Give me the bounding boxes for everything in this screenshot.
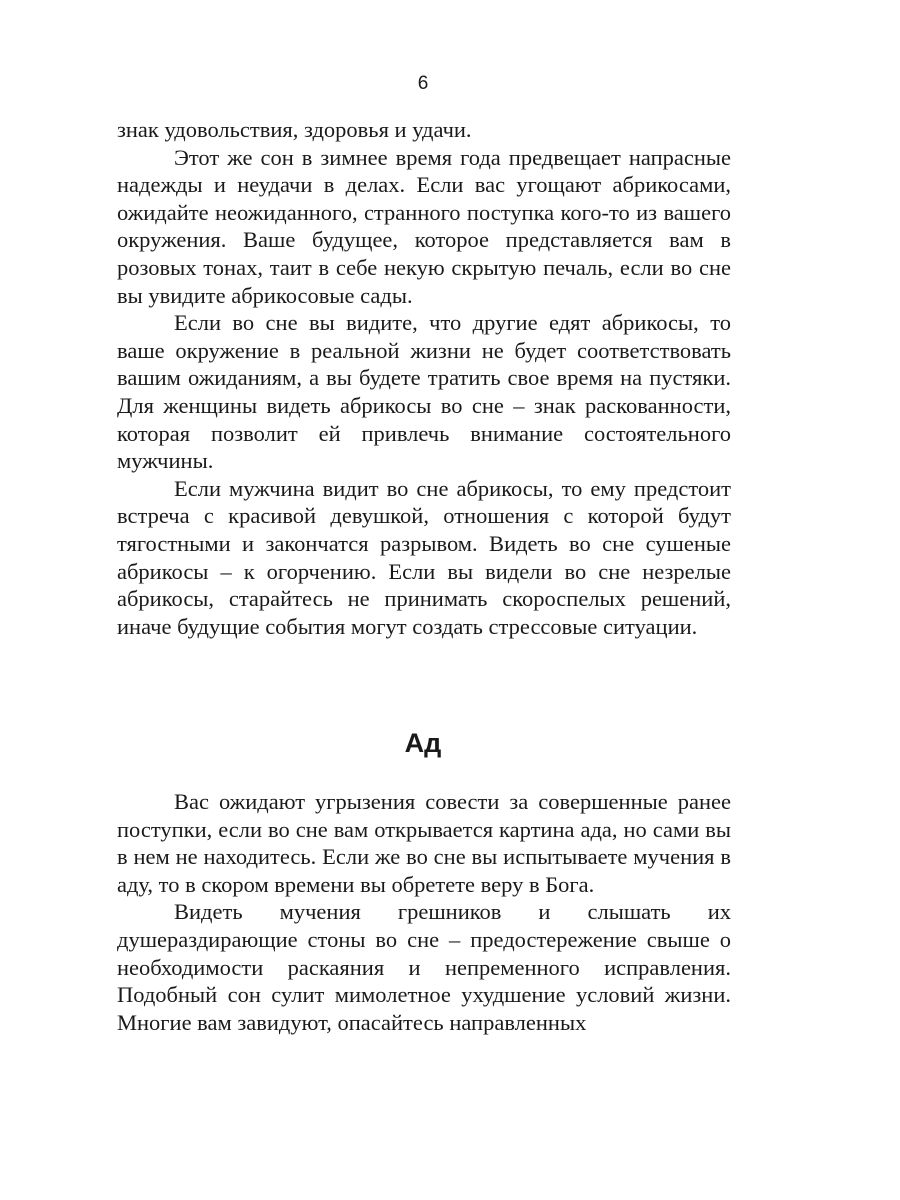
paragraph-continuation: знак удовольствия, здоровья и удачи.: [117, 117, 472, 142]
paragraph: Если мужчина видит во сне абрикосы, то ему предстоит встреча с красивой девушкой, отношения с которой будут тягостными и закончатся разрывом. Видеть во сне сушеные абрикосы – к огорчению. Если вы видели во сне незрелые абрикосы, старайтесь не принимать скороспелых решений, иначе будущие события могут создать стрессовые ситуации.: [117, 475, 731, 639]
entry-ad-text: [117, 788, 731, 1036]
paragraph: Вас ожидают угрызения совести за совершенные ранее поступки, если во сне вам открывается картина ада, но сами вы в нем не находитесь. Если же во сне вы испытываете мучения в аду, то в скором времени вы обретете веру в Бога.: [117, 789, 731, 897]
section-heading-ad: Ад: [404, 728, 442, 758]
page-number: 6: [417, 73, 429, 94]
paragraph: Этот же сон в зимнее время года предвещает напрасные надежды и неудачи в делах. Если вас угощают абрикосами, ожидайте неожиданного, странного поступка кого-то из вашего окружения. Ваше будущее, которое представляется вам в розовых тонах, таит в себе некую скрытую печаль, если во сне вы увидите абрикосовые сады.: [117, 144, 731, 308]
paragraph: Если во сне вы видите, что другие едят абрикосы, то ваше окружение в реальной жизни не будет соответствовать вашим ожиданиям, а вы будете тратить свое время на пустяки. Для женщины видеть абрикосы во сне – знак раскованности, которая позволит ей привлечь внимание состоятельного мужчины.: [117, 310, 731, 474]
previous-entry-text: [117, 116, 731, 640]
paragraph-cut-off: Видеть мучения грешников и слышать их душераздирающие стоны во сне – предостережение свыше о необходимости раскаяния и непременного исправления. Подобный сон сулит мимолетное ухудшение условий жизни. Многие вам завидуют, опасайтесь направленных: [117, 899, 731, 1035]
